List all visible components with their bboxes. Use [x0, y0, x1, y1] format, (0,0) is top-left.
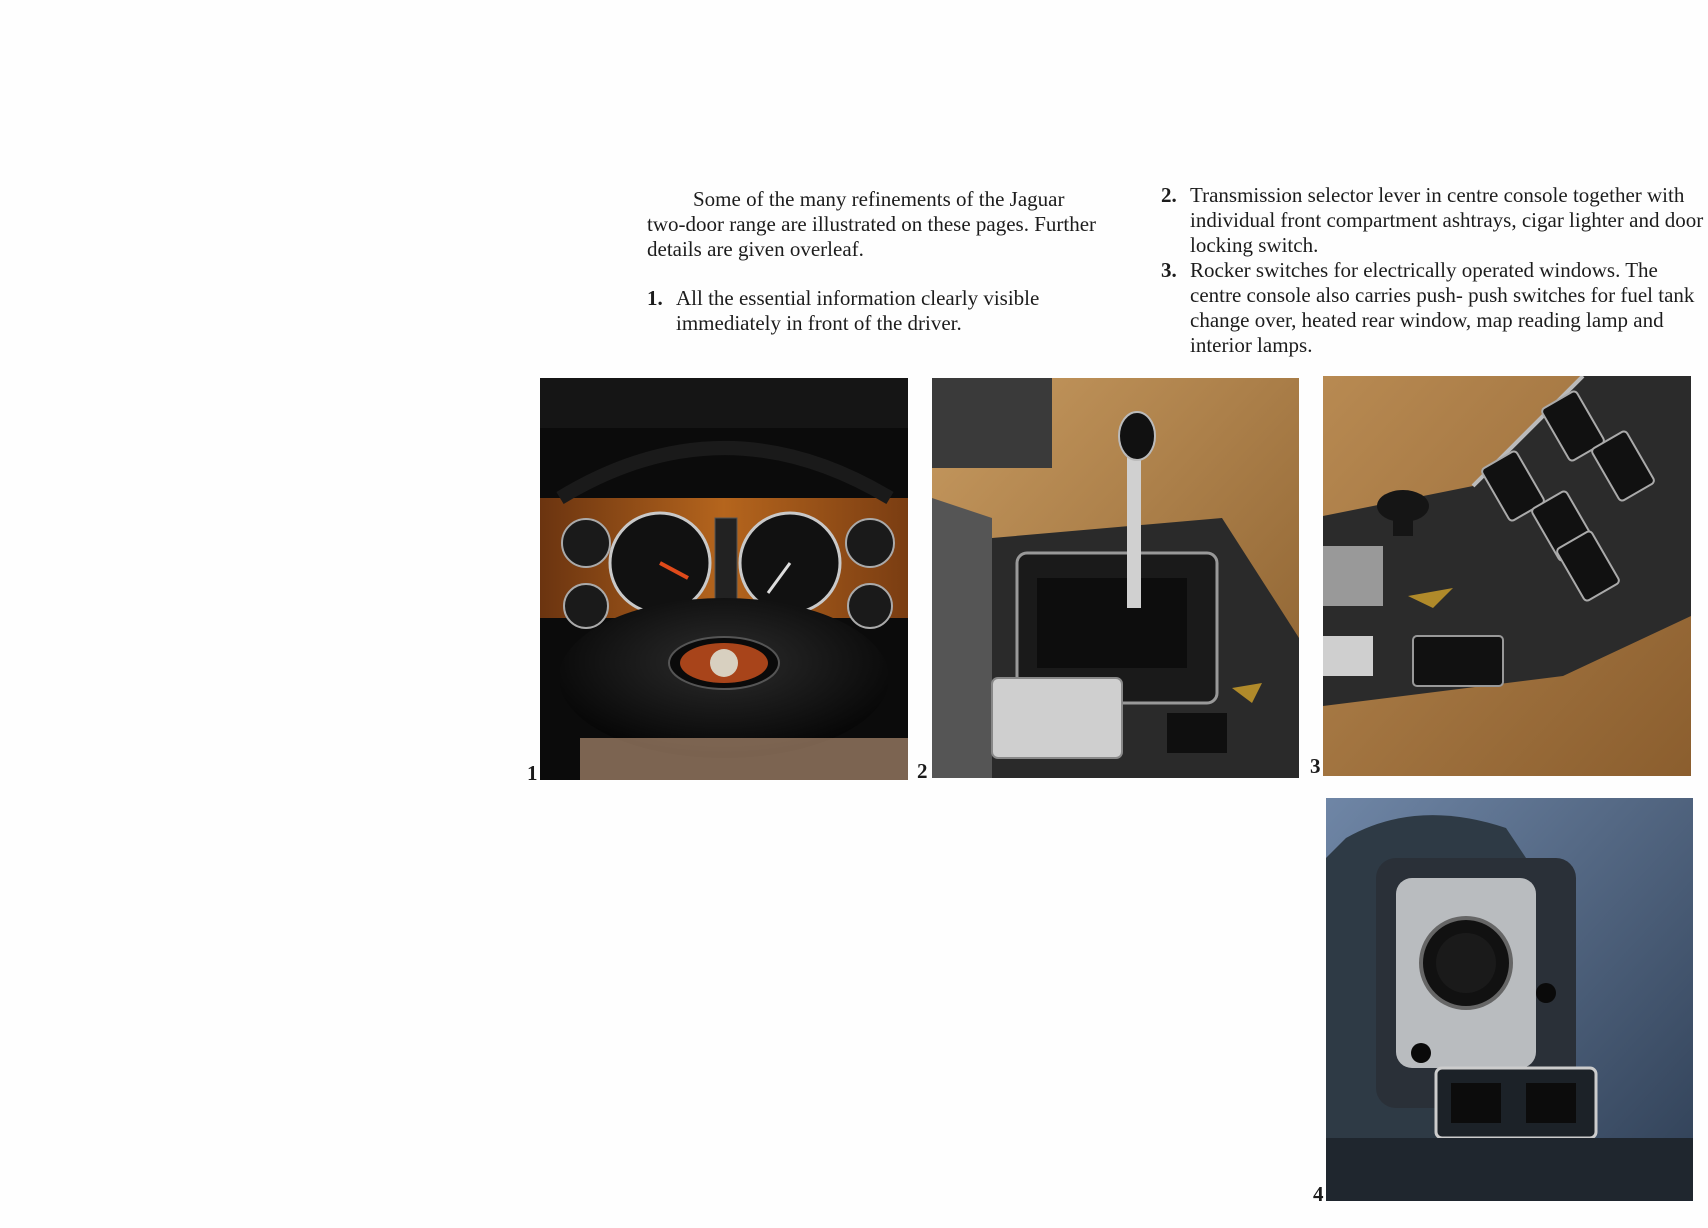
photo-rear-console	[1326, 798, 1693, 1201]
photo-label-3: 3	[1310, 754, 1321, 778]
caption-number-1: 1.	[647, 286, 663, 310]
photo-label-1: 1	[527, 761, 538, 785]
caption-text-1: All the essential information clearly visible immediately in front of the driver.	[676, 286, 1040, 335]
caption-text-2: Transmission selector lever in centre console together with individual front compartment ashtrays, cigar lighter and door locking switch.	[1190, 183, 1704, 257]
photo-label-4: 4	[1313, 1182, 1324, 1206]
photo-transmission-selector	[932, 378, 1299, 778]
caption-item-3	[1161, 258, 1708, 358]
caption-item-2	[1161, 183, 1708, 258]
photo-rocker-switches	[1323, 376, 1691, 776]
photo-label-2: 2	[917, 759, 928, 783]
caption-number-3: 3.	[1161, 258, 1177, 282]
photo-dashboard	[540, 378, 908, 780]
caption-number-2: 2.	[1161, 183, 1177, 207]
caption-text-3: Rocker switches for electrically operated windows. The centre console also carries push- push switches for fuel tank change over, heated rear window, map reading lamp and interior lamps.	[1190, 258, 1695, 357]
intro-paragraph: Some of the many refinements of the Jaguar two-door range are illustrated on these pages. Further details are given overleaf.	[647, 187, 1097, 261]
caption-item-1	[647, 286, 1116, 336]
